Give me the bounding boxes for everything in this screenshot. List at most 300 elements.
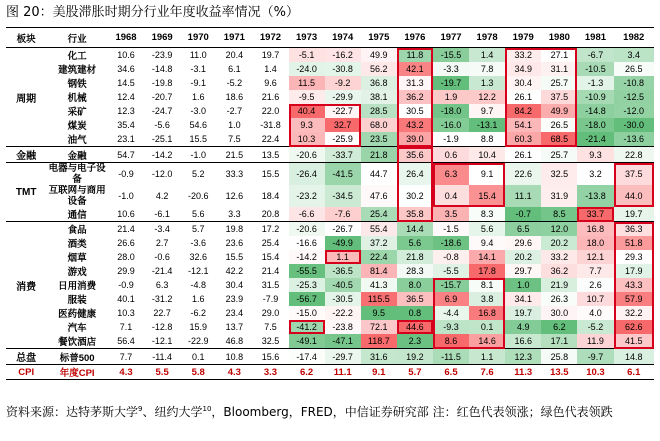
return-cell: 8.1: [469, 278, 505, 292]
industry-label: 烟草: [67, 253, 87, 264]
return-cell: 14.1: [469, 250, 505, 264]
return-cell: 26.5: [614, 62, 655, 76]
return-cell: -0.9: [108, 163, 144, 186]
return-cell: -5.2: [226, 78, 243, 88]
return-cell: 7.5: [228, 134, 241, 144]
return-cell: 28.5: [361, 104, 397, 118]
return-cell: -31.8: [260, 120, 281, 130]
sector-label: 总盘: [6, 349, 46, 365]
return-cell: -4.4: [433, 306, 469, 320]
return-cell: -9.3: [433, 320, 469, 334]
return-cell: 35.4: [117, 120, 135, 130]
table-row: [6, 104, 654, 118]
return-cell: -15.0: [289, 306, 325, 320]
return-cell: 1.4: [469, 48, 505, 63]
return-cell: 9.3: [289, 118, 325, 132]
return-cell: 12.3: [505, 349, 541, 365]
return-cell: 11.8: [397, 48, 433, 63]
return-cell: 38.1: [361, 90, 397, 104]
return-cell: 19.2: [397, 349, 433, 365]
return-cell: -6.7: [577, 48, 613, 63]
return-cell: 84.2: [505, 104, 541, 118]
return-cell: 6.2: [541, 320, 577, 334]
return-cell: -5.6: [154, 120, 170, 130]
return-cell: 44.0: [614, 185, 655, 207]
sector-label: 金融: [6, 147, 46, 163]
return-cell: 23.9: [225, 294, 244, 304]
return-cell: 21.8: [397, 250, 433, 264]
return-cell: 31.5: [261, 280, 280, 290]
return-cell: 118.7: [361, 334, 397, 349]
source-prefix: 资料来源：达特茅斯大学: [6, 405, 139, 419]
return-cell: -7.6: [325, 207, 361, 222]
return-cell: -12.1: [151, 336, 173, 346]
return-cell: -12.5: [614, 90, 655, 104]
return-cell: -20.6: [187, 191, 209, 201]
return-cell: -3.6: [190, 238, 206, 248]
return-cell: -23.9: [151, 50, 173, 60]
return-cell: -30.5: [325, 292, 361, 306]
return-cell: -13.8: [577, 185, 613, 207]
table-row: [6, 250, 654, 264]
header-year: 1973: [289, 28, 325, 48]
return-cell: 17.8: [469, 264, 505, 278]
industry-label: 电器与电子设备: [46, 163, 108, 186]
return-cell: -36.5: [325, 264, 361, 278]
table-row: [6, 334, 654, 349]
return-cell: -21.4: [151, 266, 173, 276]
industry-label: 油气: [67, 135, 87, 146]
industry-label: 机械: [67, 93, 87, 104]
industry-label: 采矿: [67, 107, 87, 118]
return-cell: -20.6: [289, 147, 325, 163]
return-cell: -22.2: [325, 306, 361, 320]
return-cell: 7.8: [469, 62, 505, 76]
table-row: [6, 207, 654, 222]
return-cell: 16.8: [469, 306, 505, 320]
return-cell: 40.4: [289, 104, 325, 118]
return-cell: 41.5: [614, 334, 655, 349]
sector-label: 消费: [6, 222, 46, 349]
return-cell: 5.2: [180, 163, 216, 186]
return-cell: 12.2: [469, 90, 505, 104]
return-cell: 14.6: [469, 334, 505, 349]
header-year: 1979: [505, 28, 541, 48]
header-year: 1970: [180, 28, 216, 48]
industry-label: 煤炭: [67, 121, 87, 132]
return-cell: -3.3: [433, 62, 469, 76]
table-row: [6, 118, 654, 132]
return-cell: -47.1: [325, 334, 361, 349]
table-row: [6, 278, 654, 292]
header-year: 1968: [108, 28, 144, 48]
return-cell: 0.6: [433, 147, 469, 163]
return-cell: -21.4: [577, 132, 613, 147]
return-cell: 4.9: [505, 320, 541, 334]
return-cell: -25.3: [289, 278, 325, 292]
return-cell: 12.4: [117, 92, 135, 102]
return-cell: 33.3: [216, 163, 252, 186]
return-cell: 8.8: [469, 132, 505, 147]
return-cell: -26.7: [325, 222, 361, 237]
cpi-cell: 7.6: [469, 365, 505, 380]
return-cell: -9.2: [325, 76, 361, 90]
return-cell: 1.1: [325, 250, 361, 264]
return-cell: 7.1: [119, 322, 133, 332]
return-cell: 29.3: [614, 250, 655, 264]
return-cell: 32.7: [325, 118, 361, 132]
return-cell: -1.9: [433, 132, 469, 147]
return-cell: 21.5: [216, 147, 252, 163]
cpi-cell: 11.1: [325, 365, 361, 380]
return-cell: -12.8: [151, 322, 173, 332]
return-cell: -24.7: [151, 106, 173, 116]
return-cell: -9.1: [190, 78, 206, 88]
return-cell: 14.8: [614, 349, 655, 365]
industry-label: 酒类: [67, 239, 87, 250]
sector-label: 周期: [6, 48, 46, 147]
return-cell: 42.2: [225, 266, 244, 276]
return-cell: 72.1: [361, 320, 397, 334]
return-cell: -3.4: [144, 222, 180, 237]
return-cell: -0.6: [154, 252, 170, 262]
return-cell: 8.6: [433, 334, 469, 349]
table-row: [6, 147, 654, 163]
return-cell: 4.0: [577, 306, 613, 320]
return-cell: 32.6: [189, 252, 207, 262]
return-cell: 17.2: [252, 222, 288, 237]
return-cell: -3.1: [190, 64, 206, 74]
return-cell: 10.6: [117, 209, 135, 219]
return-cell: -22.9: [187, 336, 209, 346]
cpi-row: [6, 365, 654, 380]
return-cell: 44.6: [397, 320, 433, 334]
return-cell: 16.6: [505, 334, 541, 349]
return-cell: 15.5: [252, 163, 288, 186]
return-cell: -14.8: [151, 64, 173, 74]
return-cell: -10.9: [577, 90, 613, 104]
return-cell: -23.2: [289, 185, 325, 207]
return-cell: -5.1: [289, 48, 325, 63]
return-cell: 18.4: [261, 191, 280, 201]
return-cell: 30.4: [225, 280, 244, 290]
return-cell: -12.1: [187, 266, 209, 276]
cpi-cell: 9.1: [361, 365, 397, 380]
return-cell: -25.9: [325, 132, 361, 147]
table-row: [6, 222, 654, 237]
return-cell: 33.2: [541, 250, 577, 264]
return-cell: -0.9: [118, 280, 134, 290]
return-cell: 19.7: [614, 207, 655, 222]
return-cell: -18.0: [433, 104, 469, 118]
return-cell: 26.4: [397, 163, 433, 186]
return-cell: 22.8: [614, 147, 655, 163]
cpi-cell: 5.5: [144, 365, 180, 380]
return-cell: -2.7: [226, 106, 243, 116]
return-cell: 21.9: [541, 278, 577, 292]
return-cell: 36.8: [361, 76, 397, 90]
header-year: 1982: [614, 28, 655, 48]
return-cell: -3.0: [190, 106, 206, 116]
return-cell: 17.9: [614, 264, 655, 278]
return-cell: -41.5: [325, 163, 361, 186]
return-cell: 19.7: [261, 50, 280, 60]
return-cell: 68.5: [541, 132, 577, 147]
return-cell: 47.6: [361, 185, 397, 207]
return-cell: 29.9: [117, 266, 135, 276]
return-cell: 0.8: [397, 306, 433, 320]
return-cell: 51.8: [614, 236, 655, 250]
return-cell: 2.7: [155, 238, 169, 248]
return-cell: -15.7: [433, 278, 469, 292]
return-cell: 20.4: [225, 50, 244, 60]
return-cell: -1.5: [433, 222, 469, 237]
source-footnote-2: 10: [202, 405, 212, 413]
header-year: 1981: [577, 28, 613, 48]
return-cell: 43.2: [397, 118, 433, 132]
return-cell: -23.8: [325, 320, 361, 334]
return-cell: -12.0: [614, 104, 655, 118]
return-cell: -20.7: [151, 92, 173, 102]
industry-label: 标普500: [46, 349, 108, 365]
cpi-cell: 4.3: [216, 365, 252, 380]
return-cell: 6.9: [433, 292, 469, 306]
return-cell: 14.5: [117, 78, 135, 88]
return-cell: -29.9: [325, 90, 361, 104]
return-cell: 37.5: [541, 90, 577, 104]
return-cell: -30.8: [325, 62, 361, 76]
return-cell: 42.1: [397, 62, 433, 76]
return-cell: 6.5: [505, 222, 541, 237]
return-cell: 1.0: [228, 120, 241, 130]
return-cell: 6.3: [155, 280, 169, 290]
return-cell: 35.8: [397, 207, 433, 222]
returns-table: [6, 27, 654, 380]
return-cell: 5.6: [191, 209, 205, 219]
return-cell: -1.0: [118, 191, 134, 201]
return-cell: 25.7: [541, 76, 577, 90]
industry-label: 服装: [67, 295, 87, 306]
return-cell: 7.5: [264, 322, 277, 332]
return-cell: 9.7: [469, 104, 505, 118]
cpi-industry-label: 年度CPI: [46, 365, 108, 380]
return-cell: 34.9: [505, 62, 541, 76]
return-cell: 13.7: [225, 322, 244, 332]
return-cell: 20.2: [505, 250, 541, 264]
return-cell: 54.6: [189, 120, 207, 130]
return-cell: 15.5: [225, 252, 244, 262]
return-cell: 17.1: [541, 334, 577, 349]
return-cell: -5.5: [433, 264, 469, 278]
header-year: 1976: [397, 28, 433, 48]
return-cell: 15.9: [189, 322, 207, 332]
return-cell: 31.3: [397, 76, 433, 90]
return-cell: 1.4: [264, 64, 277, 74]
return-cell: 0.4: [433, 185, 469, 207]
cpi-sector-label: CPI: [6, 365, 46, 380]
return-cell: 81.4: [361, 264, 397, 278]
return-cell: 27.1: [541, 48, 577, 63]
return-cell: 25.4: [261, 238, 280, 248]
return-cell: 35.6: [397, 147, 433, 163]
industry-label: 食品: [46, 222, 108, 237]
return-cell: 56.4: [117, 336, 135, 346]
table-row: [6, 76, 654, 90]
return-cell: 3.3: [228, 209, 241, 219]
return-cell: -6.6: [289, 207, 325, 222]
return-cell: 30.2: [397, 185, 433, 207]
return-cell: -9.5: [289, 90, 325, 104]
return-cell: -34.5: [325, 185, 361, 207]
return-cell: 1.1: [469, 349, 505, 365]
return-cell: -12.0: [144, 163, 180, 186]
return-cell: 49.9: [541, 104, 577, 118]
return-cell: 36.5: [397, 292, 433, 306]
return-cell: 26.6: [117, 238, 135, 248]
return-cell: 36.2: [541, 264, 577, 278]
return-cell: -18.6: [433, 236, 469, 250]
cpi-cell: 10.3: [577, 365, 613, 380]
return-cell: 22.6: [505, 163, 541, 186]
return-cell: 10.7: [577, 292, 613, 306]
return-cell: -19.8: [151, 78, 173, 88]
table-row: [6, 132, 654, 147]
return-cell: 62.6: [614, 320, 655, 334]
return-cell: 6.1: [228, 64, 241, 74]
return-cell: 29.7: [505, 264, 541, 278]
return-cell: 22.4: [261, 134, 280, 144]
return-cell: -41.2: [289, 320, 325, 334]
table-row: [6, 236, 654, 250]
return-cell: 10.8: [216, 349, 252, 365]
return-cell: 37.5: [614, 163, 655, 186]
return-cell: 23.4: [225, 308, 244, 318]
return-cell: 12.6: [225, 191, 244, 201]
source-rest: ，Bloomberg，FRED，中信证券研究部 注：红色代表领涨；绿色代表领跌: [211, 405, 613, 419]
return-cell: -15.5: [433, 48, 469, 63]
header-year: 1974: [325, 28, 361, 48]
header-row: [6, 28, 654, 48]
return-cell: -9.7: [577, 349, 613, 365]
return-cell: 14.4: [397, 222, 433, 237]
return-cell: 18.0: [577, 236, 613, 250]
return-cell: -14.8: [577, 104, 613, 118]
industry-label: 金融: [46, 147, 108, 163]
return-cell: 29.0: [261, 308, 280, 318]
return-cell: 7.7: [577, 264, 613, 278]
table-row: [6, 320, 654, 334]
return-cell: 13.5: [252, 147, 288, 163]
industry-label: 餐饮酒店: [58, 337, 97, 348]
return-cell: -4.8: [190, 280, 206, 290]
header-year: 1980: [541, 28, 577, 48]
return-cell: -49.9: [325, 236, 361, 250]
return-cell: 2.6: [577, 278, 613, 292]
return-cell: 8.0: [397, 278, 433, 292]
table-row: [6, 48, 654, 63]
return-cell: 44.7: [361, 163, 397, 186]
return-cell: 55.4: [361, 222, 397, 237]
return-cell: 8.5: [541, 207, 577, 222]
cpi-cell: 3.3: [252, 365, 288, 380]
return-cell: 8.3: [469, 207, 505, 222]
return-cell: 18.6: [225, 92, 244, 102]
table-row: [6, 90, 654, 104]
return-cell: -6.2: [190, 308, 206, 318]
return-cell: 30.0: [541, 306, 577, 320]
return-cell: 22.7: [153, 308, 171, 318]
return-cell: -20.6: [289, 222, 325, 237]
return-cell: 2.3: [397, 334, 433, 349]
return-cell: 34.6: [117, 64, 135, 74]
return-cell: -7.9: [262, 294, 279, 304]
return-cell: -24.0: [289, 62, 325, 76]
source-middle: 、纽约大学: [142, 405, 203, 419]
return-cell: 30.5: [397, 104, 433, 118]
table-row: [6, 306, 654, 320]
return-cell: 68.0: [361, 118, 397, 132]
return-cell: 9.3: [577, 147, 613, 163]
return-cell: -16.6: [289, 236, 325, 250]
return-cell: 15.4: [469, 185, 505, 207]
return-cell: 115.5: [361, 292, 397, 306]
return-cell: -22.7: [325, 104, 361, 118]
return-cell: 37.2: [361, 236, 397, 250]
industry-label: 游戏: [67, 267, 87, 278]
table-row: [6, 62, 654, 76]
source-footnote-1: 9: [138, 405, 143, 413]
return-cell: 30.4: [505, 76, 541, 90]
return-cell: -11.5: [433, 349, 469, 365]
return-cell: 9.4: [469, 236, 505, 250]
return-cell: -11.4: [144, 349, 180, 365]
return-cell: -17.4: [289, 349, 325, 365]
return-cell: 32.5: [261, 336, 280, 346]
return-cell: 22.0: [261, 106, 280, 116]
return-cell: 28.3: [397, 264, 433, 278]
cpi-cell: 6.2: [289, 365, 325, 380]
table-row: [6, 349, 654, 365]
cpi-cell: 4.3: [108, 365, 144, 380]
return-cell: 41.3: [361, 278, 397, 292]
return-cell: 33.2: [505, 48, 541, 63]
industry-label: 互联网与商用设备: [48, 185, 106, 207]
table-body: [6, 48, 654, 380]
return-cell: 54.7: [108, 147, 144, 163]
return-cell: -0.8: [433, 250, 469, 264]
return-cell: -55.5: [289, 264, 325, 278]
cpi-cell: 5.8: [180, 365, 216, 380]
return-cell: 49.9: [361, 48, 397, 63]
return-cell: -30.0: [614, 118, 655, 132]
header-year: 1972: [252, 28, 288, 48]
return-cell: -16.0: [433, 118, 469, 132]
return-cell: 15.6: [252, 349, 288, 365]
return-cell: -29.7: [325, 349, 361, 365]
cpi-cell: 6.1: [614, 365, 655, 380]
return-cell: 26.5: [541, 118, 577, 132]
return-cell: 16.8: [577, 222, 613, 237]
cpi-cell: 6.5: [433, 365, 469, 380]
industry-label: 建筑建材: [58, 65, 97, 76]
return-cell: 0.1: [469, 320, 505, 334]
return-cell: 34.1: [505, 292, 541, 306]
return-cell: 10.4: [469, 147, 505, 163]
return-cell: 21.4: [261, 266, 280, 276]
return-cell: 20.2: [541, 236, 577, 250]
return-cell: 11.9: [577, 334, 613, 349]
return-cell: 6.3: [433, 163, 469, 186]
